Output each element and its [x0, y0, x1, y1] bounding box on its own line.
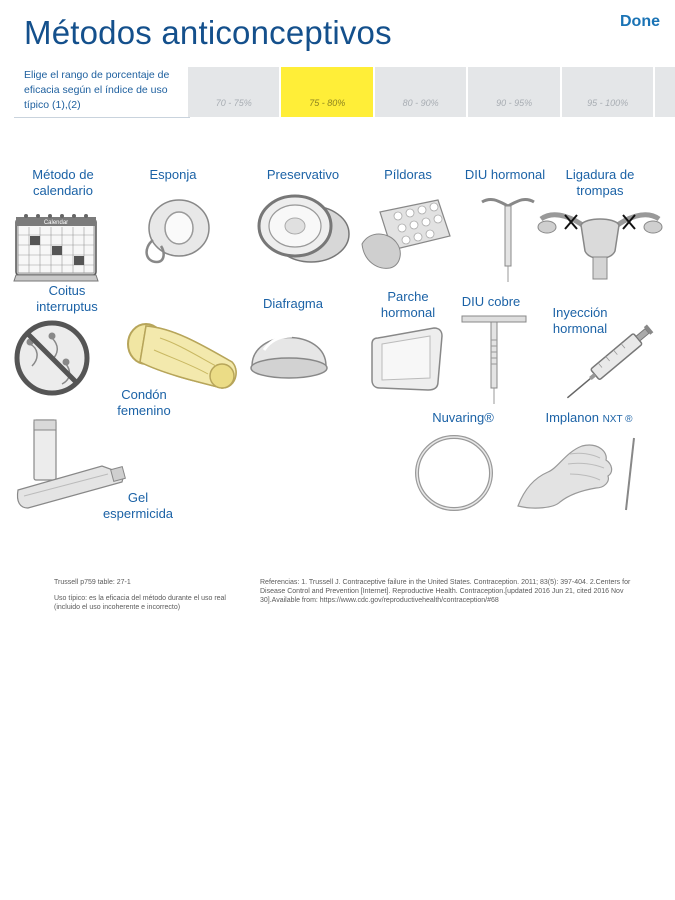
method-label-pills[interactable]: Píldoras: [384, 167, 432, 182]
implanon-label-suffix: NXT ®: [602, 414, 633, 425]
method-label-nuvaring[interactable]: Nuvaring®: [432, 410, 494, 425]
iud-icon[interactable]: [478, 192, 538, 284]
page-title: Métodos anticonceptivos: [24, 14, 392, 51]
arm-implant-icon[interactable]: [514, 432, 654, 514]
method-label-injection[interactable]: Inyección hormonal: [552, 305, 608, 336]
method-label-calendar[interactable]: Método de calendario: [32, 167, 94, 198]
copper-iud-icon[interactable]: [458, 310, 530, 406]
range-option-75-80[interactable]: 75 - 80%: [281, 67, 374, 117]
range-prompt: Elige el rango de porcentaje de eficacia según el índice de uso típico (1),(2): [24, 69, 170, 111]
range-option-90-95[interactable]: 90 - 95%: [468, 67, 561, 117]
range-option-overflow: [655, 67, 675, 117]
divider: [14, 117, 190, 118]
sponge-icon[interactable]: [135, 192, 215, 272]
method-label-condom[interactable]: Preservativo: [266, 167, 340, 182]
range-option-95-100[interactable]: 95 - 100%: [562, 67, 655, 117]
method-label-patch[interactable]: Parche hormonal: [380, 289, 436, 320]
patch-icon[interactable]: [368, 322, 450, 396]
done-button[interactable]: Done: [620, 13, 660, 30]
method-label-female-condom[interactable]: Condón femenino: [117, 387, 171, 418]
method-label-coitus[interactable]: Coitus interruptus: [36, 283, 98, 314]
range-option-80-90[interactable]: 80 - 90%: [375, 67, 468, 117]
prohibited-sperm-icon[interactable]: [12, 318, 94, 400]
implanon-label-text: Implanon: [545, 410, 599, 425]
footnote-trussell: Trussell p759 table: 27-1: [54, 579, 131, 586]
method-label-copper-iud[interactable]: DIU cobre: [461, 294, 521, 309]
footnote-references: Referencias: 1. Trussell J. Contraceptive failure in the United States. Contraception. 2011; 83(5): 397-404. 2.Centers for Disease Control and Prevention [Internet]. Reproductive Health. Contraception.[updated 2016 Jun 21, cited 2016 Nov 30].Available from: https://www.cdc.gov/reproductivehealth/contraception/#68: [260, 579, 631, 604]
syringe-icon[interactable]: [560, 312, 668, 408]
method-label-diaphragm[interactable]: Diafragma: [263, 296, 323, 311]
diaphragm-icon[interactable]: [248, 318, 330, 384]
method-label-sponge[interactable]: Esponja: [149, 167, 197, 182]
method-label-tubal-ligation[interactable]: Ligadura de trompas: [565, 167, 635, 198]
method-label-implanon[interactable]: [532, 410, 646, 428]
footnote-typical-use: Uso típico: es la eficacia del método durante el uso real (incluido el uso incoherente e incorrecto): [54, 595, 226, 611]
female-condom-icon[interactable]: [124, 318, 242, 398]
pill-pack-icon[interactable]: [360, 192, 455, 272]
ring-icon[interactable]: [412, 432, 496, 514]
calendar-icon[interactable]: [12, 205, 102, 285]
calendar-heading-text: Calendar: [43, 220, 69, 226]
condom-icon[interactable]: [255, 190, 355, 272]
range-option-70-75[interactable]: 70 - 75%: [188, 67, 281, 117]
uterus-icon[interactable]: [535, 205, 665, 281]
efficacy-range-selector: [188, 67, 675, 117]
method-label-spermicide[interactable]: Gel espermicida: [102, 490, 174, 521]
method-label-hormonal-iud[interactable]: DIU hormonal: [464, 167, 546, 182]
